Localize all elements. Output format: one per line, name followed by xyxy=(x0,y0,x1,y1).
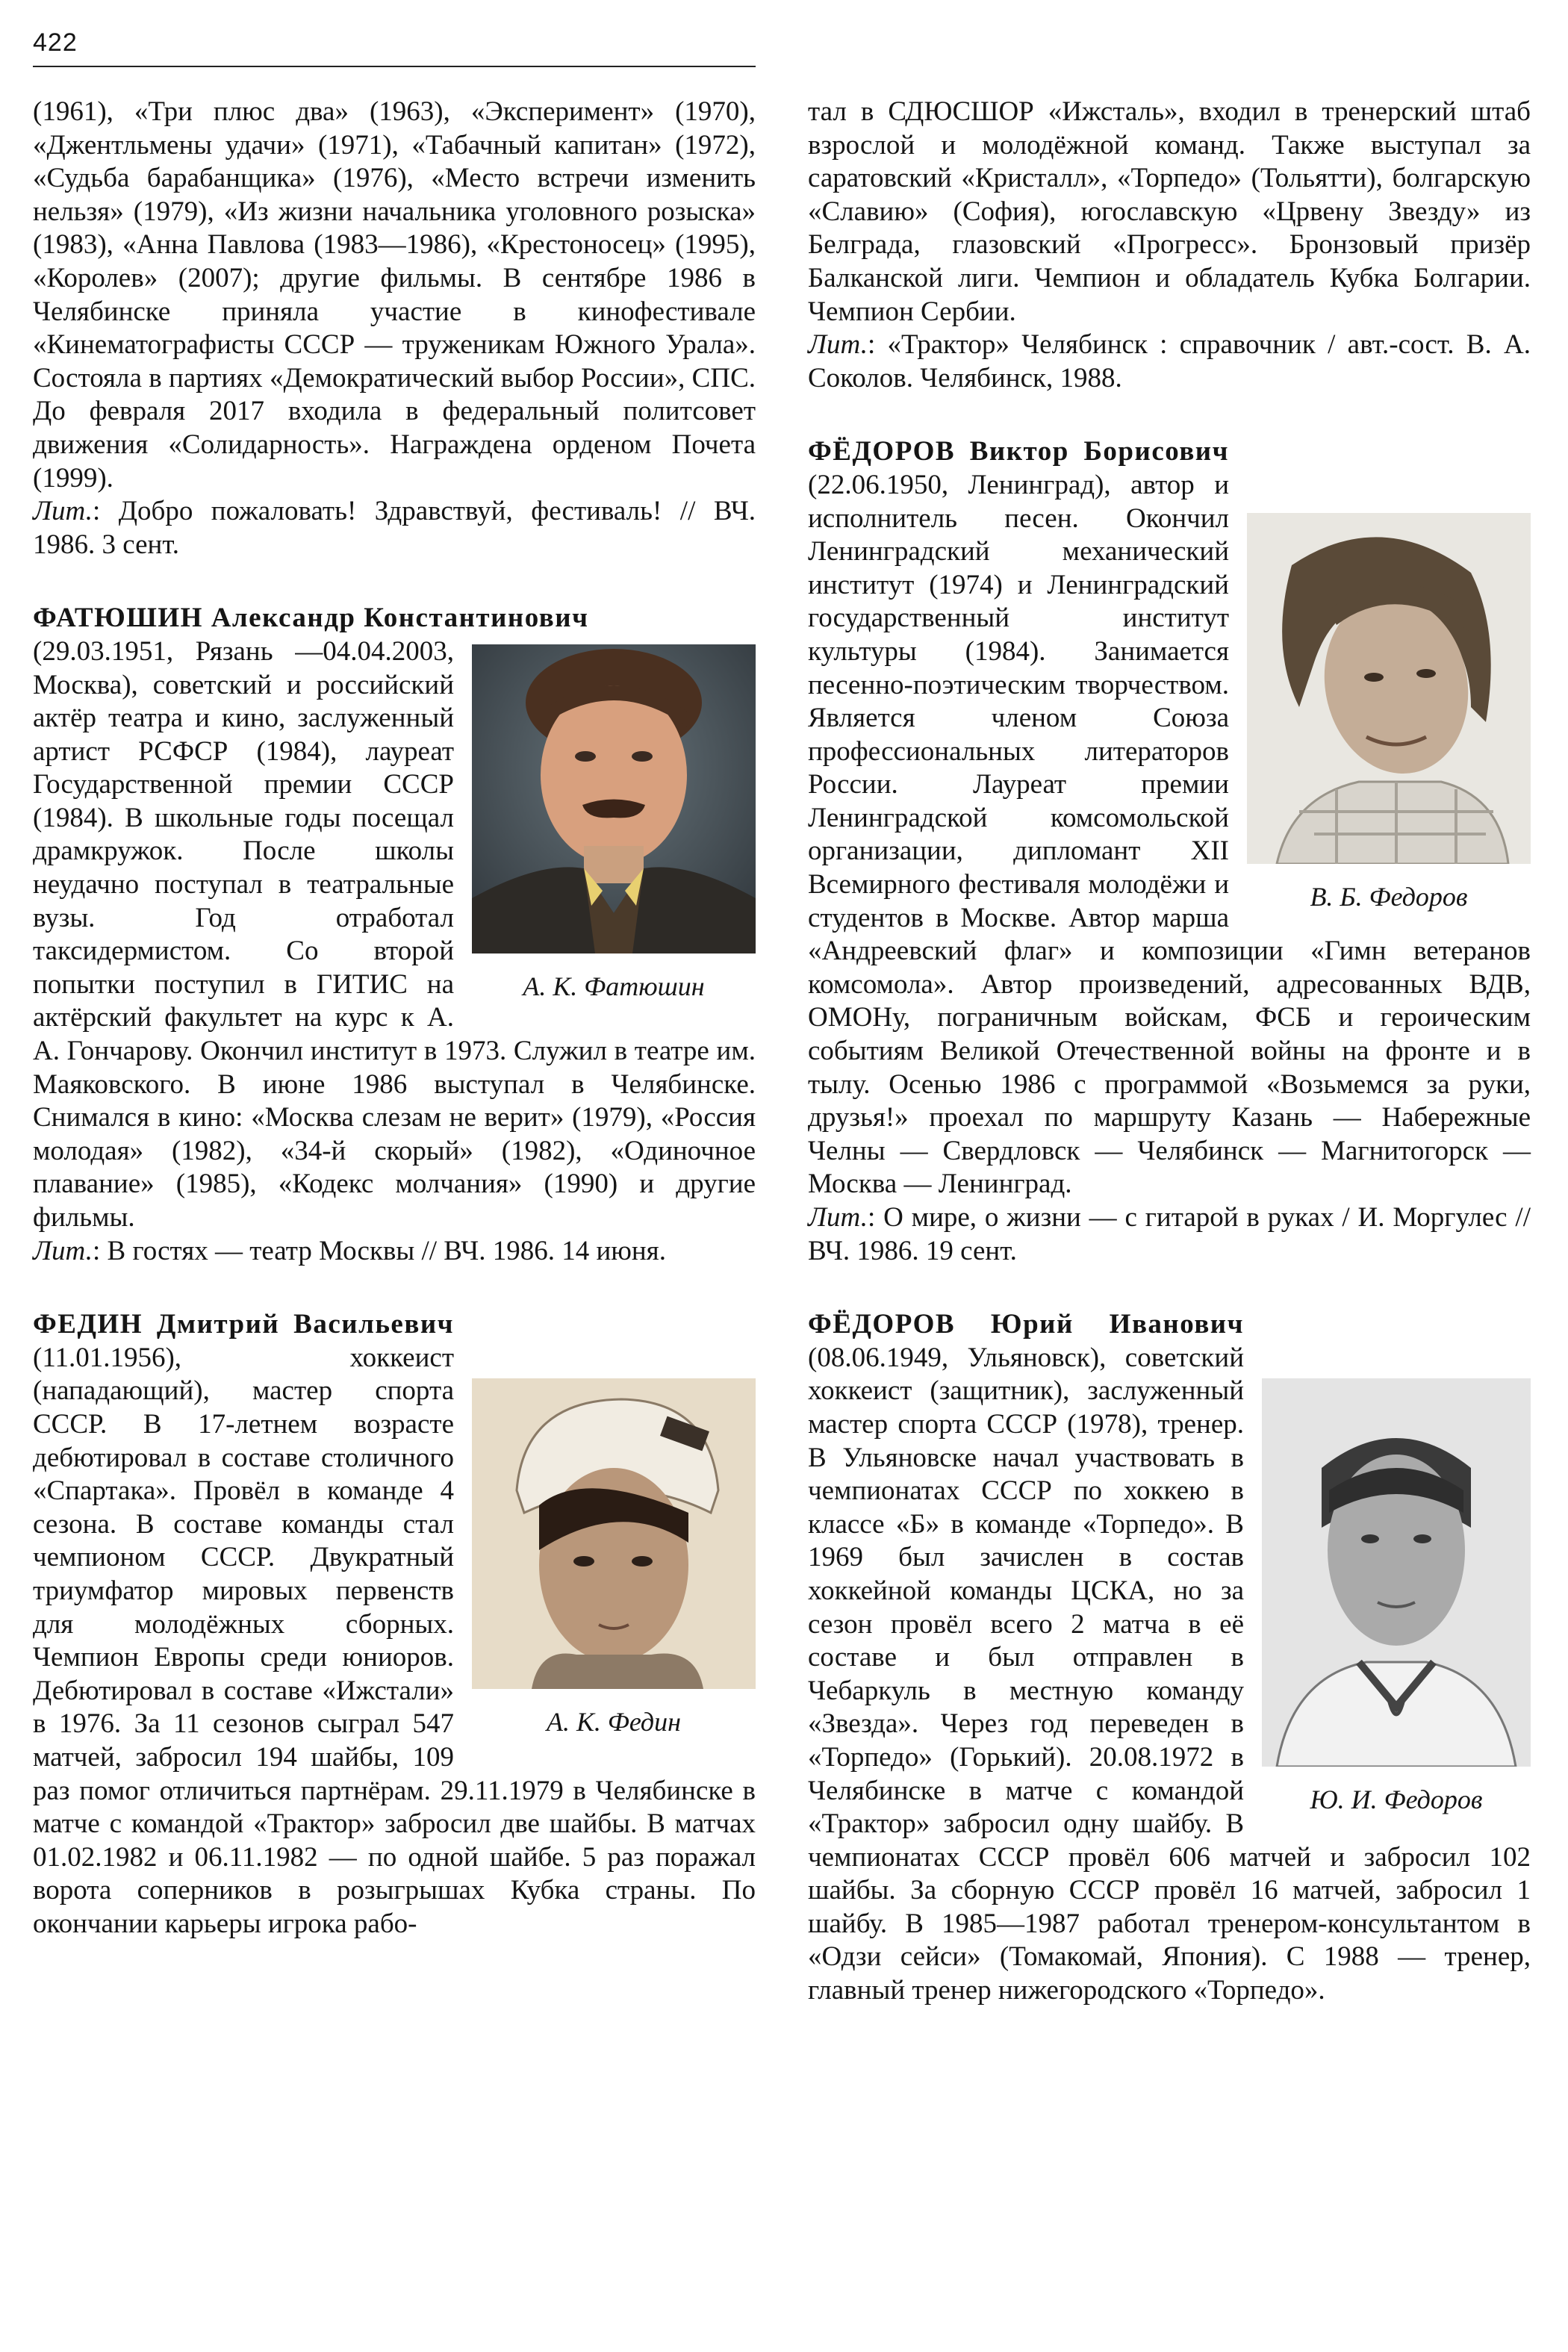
lit-label: Лит. xyxy=(33,1235,93,1266)
entry-text: (08.06.1949, Ульяновск), советский хоккеист (защитник), заслуженный мастер спорта СССР (1978), тренер. В Ульяновске начал участвовать в чемпионатах СССР по хоккею в классе «Б» в команде «Торпедо». В 1969 был зачислен в состав хоккейной команды ЦСКА, но за сезон провёл всего 2 матча в её составе и был отправлен в Чебаркуль в местную команду «Звезда». Через год переведен в «Торпедо» (Горький). 20.08.1972 в Челябинске в матче с командой «Трактор» забросил одну шайбу. В чемпионатах СССР провёл 606 матчей и забросил 102 шайбы. За сборную СССР провёл 16 матчей, забросил 1 шайбу. В 1985—1987 работал тренером-консультантом в «Одзи сейси» (Томакомай, Япония). С 1988 — тренер, главный тренер нижегородского «Торпедо». xyxy=(808,1342,1531,2006)
figure-fedorov-viktor xyxy=(1247,513,1531,913)
entry-fedorov-yuri xyxy=(808,1308,1531,2007)
entry-text: (22.06.1950, Ленинград), автор и исполнитель песен. Окончил Ленинградский механический институт (1974) и Ленинградский государственный институт культуры (1984). Занимается песенно-поэтическим творчеством. Является членом Союза профессиональных литераторов России. Лауреат премии Ленинградской комсомольской организации, дипломант XII Всемирного фестиваля молодёжи и студентов в Москве. Автор марша «Андреевский флаг» и композиции «Гимн ветеранов комсомола». Автор произведений, адресованных ВДВ, ОМОНу, пограничным войскам, ФСБ и героическим событиям Великой Отечественной войны на фронте и в тылу. Осенью 1986 с программой «Возьмемся за руки, друзья!» проехал по маршруту Казань — Набережные Челны — Свердловск — Челябинск — Магнитогорск — Москва — Ленинград. xyxy=(808,469,1531,1200)
lit-label: Лит. xyxy=(808,1202,868,1233)
portrait-photo xyxy=(472,644,756,953)
portrait-photo xyxy=(1247,513,1531,864)
entry-text: (29.03.1951, Рязань —04.04.2003, Москва), советский и российский актёр театра и кино, заслуженный артист РСФСР (1984), лауреат Государственной премии СССР (1984). В школьные годы посещал драмкружок. После школы неудачно поступал в театральные вузы. Год отработал таксидермистом. Со второй попытки поступил в ГИТИС на актёрский факультет на курс к А. А. Гончарову. Окончил институт в 1973. Служил в театре им. Маяковского. В июне 1986 выступал в Челябинске. Снимался в кино: «Москва слезам не верит» (1979), «Россия молодая» (1982), «34-й скорый» (1982), «Одиночное плавание» (1985), «Кодекс молчания» (1990) и другие фильмы. xyxy=(33,635,756,1233)
headword: ФЕДИН Дмитрий Васильевич xyxy=(33,1309,454,1340)
lit-text: : О мире, о жизни — с гитарой в руках / И. Моргулес // ВЧ. 1986. 19 сент. xyxy=(808,1202,1531,1266)
figure-fedin xyxy=(472,1378,756,1738)
portrait-photo xyxy=(1262,1378,1531,1767)
intro-literature xyxy=(33,495,756,561)
fedin-literature xyxy=(808,329,1531,395)
figure-fatyushin xyxy=(472,644,756,1003)
portrait-fedorov-yuri-image xyxy=(1262,1378,1531,1767)
figure-fedorov-yuri xyxy=(1262,1378,1531,1816)
headword: ФАТЮШИН Александр Константинович xyxy=(33,603,589,634)
portrait-fatyushin-image xyxy=(472,644,756,953)
lit-text: : Добро пожаловать! Здравствуй, фестиваль! // ВЧ. 1986. 3 сент. xyxy=(33,496,756,560)
header-rule xyxy=(33,66,756,67)
lit-label: Лит. xyxy=(808,329,868,361)
left-column xyxy=(33,96,756,1941)
photo-caption: А. К. Фатюшин xyxy=(523,971,705,1001)
lit-text: : В гостях — театр Москвы // ВЧ. 1986. 14 июня. xyxy=(92,1235,666,1266)
lit-text: : «Трактор» Челябинск : справочник / авт.-сост. В. А. Соколов. Челябинск, 1988. xyxy=(808,329,1531,393)
portrait-fedin-image xyxy=(472,1378,756,1689)
entry-fedin xyxy=(33,1308,756,1941)
intro-text: (1961), «Три плюс два» (1963), «Эксперимент» (1970), «Джентльмены удачи» (1971), «Табачный капитан» (1972), «Судьба барабанщика» (1976), «Место встречи изменить нельзя» (1979), «Из жизни начальника уголовного розыска» (1983), «Анна Павлова (1983—1986), «Крестоносец» (1995), «Королев» (2007); другие фильмы. В сентябре 1986 в Челябинске приняла участие в кинофестивале «Кинематографисты СССР — труженикам Южного Урала». Состояла в партиях «Демократический выбор России», СПС. До февраля 2017 входила в федеральный политсовет движения «Солидарность». Награждена орденом Почета (1999). xyxy=(33,96,756,494)
fedin-continuation xyxy=(808,96,1531,329)
portrait-fedorov-viktor-image xyxy=(1247,513,1531,864)
photo-caption: А. К. Федин xyxy=(547,1707,681,1737)
headword: ФЁДОРОВ Юрий Иванович xyxy=(808,1309,1244,1340)
page-number: 422 xyxy=(33,28,78,57)
lit-label: Лит. xyxy=(33,496,93,527)
intro-continuation xyxy=(33,96,756,495)
entry-fedorov-viktor xyxy=(808,435,1531,1268)
photo-caption: В. Б. Федоров xyxy=(1310,882,1468,912)
headword: ФЁДОРОВ Виктор Борисович xyxy=(808,436,1229,467)
portrait-photo xyxy=(472,1378,756,1689)
entry-text: тал в СДЮСШОР «Ижсталь», входил в тренерский штаб взрослой и молодёжной команд. Также выступал за саратовский «Кристалл», «Торпедо» (Тольятти), болгарскую «Славию» (София), югославскую «Црвену Звезду» из Белграда, глазовский «Прогресс». Бронзовый призёр Балканской лиги. Чемпион и обладатель Кубка Болгарии. Чемпион Сербии. xyxy=(808,96,1531,327)
entry-text: (11.01.1956), хоккеист (нападающий), мастер спорта СССР. В 17-летнем возрасте дебютировал в составе столичного «Спартака». Провёл в команде 4 сезона. В составе команды стал чемпионом СССР. Двукратный триумфатор мировых первенств для молодёжных сборных. Чемпион Европы среди юниоров. Дебютировал в составе «Ижстали» в 1976. За 11 сезонов сыграл 547 матчей, забросил 194 шайбы, 109 раз помог отличиться партнёрам. 29.11.1979 в Челябинске в матче с командой «Трактор» забросил две шайбы. В матчах 01.02.1982 и 06.11.1982 — по одной шайбе. 5 раз поражал ворота соперников в розыгрышах Кубка страны. По окончании карьеры игрока рабо- xyxy=(33,1342,756,1939)
entry-fatyushin xyxy=(33,602,756,1268)
photo-caption: Ю. И. Федоров xyxy=(1310,1785,1483,1815)
right-column xyxy=(808,96,1531,2008)
